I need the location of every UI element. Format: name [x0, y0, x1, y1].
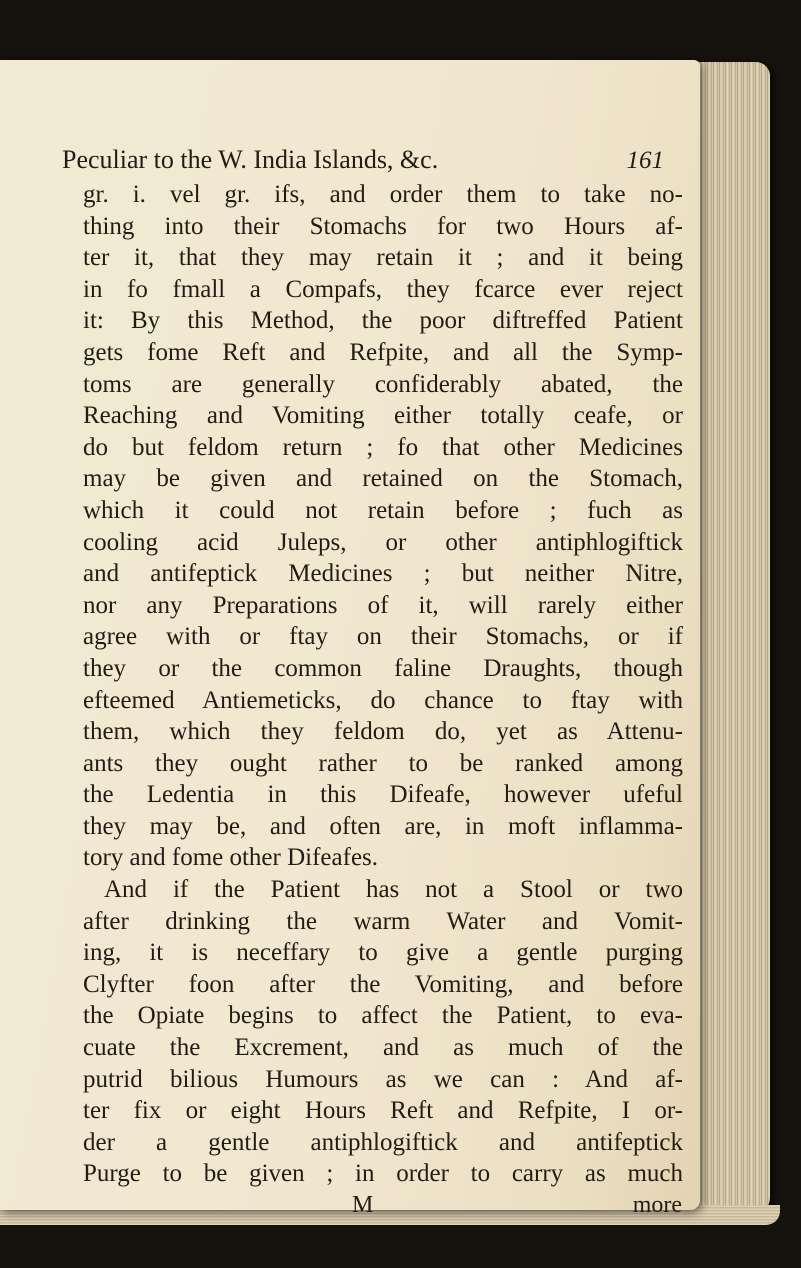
text-line: and antifeptick Medicines ; but neither Nitre,: [83, 560, 683, 588]
text-line: it: By this Method, the poor diftreffed Patient: [83, 307, 683, 335]
text-line: they may be, and often are, in moft inflamma-: [83, 812, 683, 840]
text-line: thing into their Stomachs for two Hours af-: [83, 212, 683, 240]
text-line: gets fome Reft and Refpite, and all the Symp-: [83, 338, 683, 366]
text-line: cuate the Excrement, and as much of the: [83, 1034, 683, 1062]
text-line: after drinking the warm Water and Vomit-: [83, 907, 683, 935]
text-line: cooling acid Juleps, or other antiphlogiftick: [83, 528, 683, 556]
text-line: Purge to be given ; in order to carry as much: [83, 1160, 683, 1188]
text-line: may be given and retained on the Stomach,: [83, 465, 683, 493]
text-line: tory and fome other Difeafes.: [83, 844, 379, 872]
text-line: ter fix or eight Hours Reft and Refpite, I or-: [83, 1097, 683, 1125]
page-footer: [352, 1190, 682, 1222]
text-line: the Opiate begins to affect the Patient, to eva-: [83, 1002, 683, 1030]
text-line: agree with or ftay on their Stomachs, or if: [83, 623, 683, 651]
catchword: more: [632, 1192, 682, 1218]
text-line: gr. i. vel gr. ifs, and order them to take no-: [83, 181, 683, 208]
page-number: 161: [626, 147, 664, 174]
running-head: [62, 145, 664, 175]
page-text: [52, 145, 692, 1222]
text-line: them, which they feldom do, yet as Attenu-: [83, 718, 683, 746]
text-line: And if the Patient has not a Stool or two: [104, 876, 683, 904]
page-edges: [690, 62, 770, 1217]
text-line: nor any Preparations of it, will rarely either: [83, 591, 683, 619]
running-head-title: Peculiar to the W. India Islands, &c.: [62, 145, 439, 174]
text-line: they or the common faline Draughts, though: [83, 654, 683, 682]
text-line: Reaching and Vomiting either totally ceafe, or: [83, 402, 683, 430]
text-line: Clyfter foon after the Vomiting, and before: [83, 970, 683, 998]
text-line: ants they ought rather to be ranked among: [83, 749, 683, 777]
text-line: in fo fmall a Compafs, they fcarce ever reject: [83, 275, 683, 303]
text-line: do but feldom return ; fo that other Medicines: [83, 433, 683, 461]
text-line: the Ledentia in this Difeafe, however ufeful: [83, 781, 683, 809]
text-line: which it could not retain before ; fuch as: [83, 496, 683, 524]
text-line: efteemed Antiemeticks, do chance to ftay with: [83, 686, 683, 714]
text-line: ing, it is neceffary to give a gentle purging: [83, 939, 683, 967]
text-line: ter it, that they may retain it ; and it being: [83, 244, 683, 272]
text-line: toms are generally confiderably abated, the: [83, 370, 683, 398]
text-line: der a gentle antiphlogiftick and antifeptick: [83, 1128, 683, 1156]
body-text: [52, 179, 692, 1190]
text-line: putrid bilious Humours as we can : And af-: [83, 1065, 683, 1093]
signature-mark: M: [352, 1192, 374, 1218]
